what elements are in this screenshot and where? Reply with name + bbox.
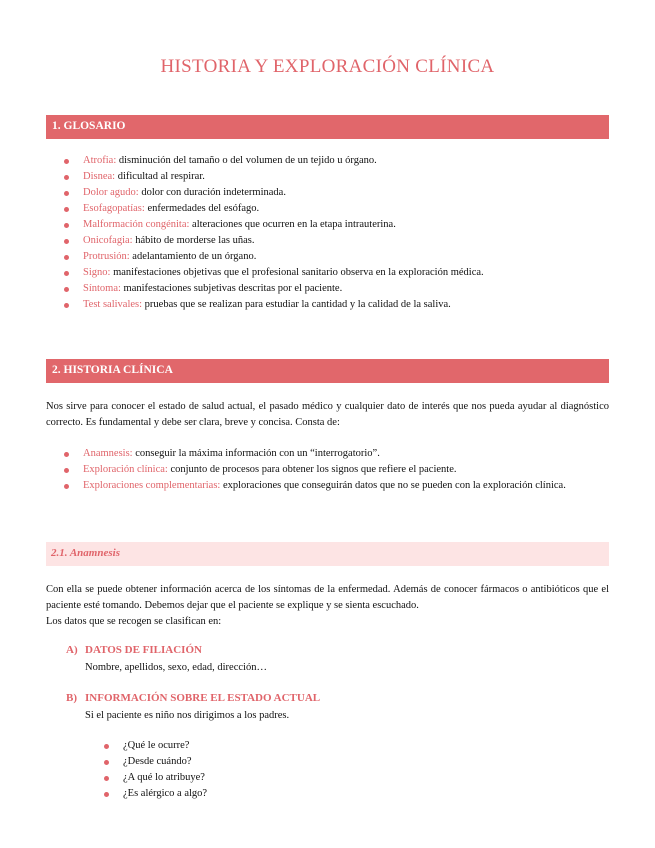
list-item: ¿A qué lo atribuye?: [104, 770, 404, 786]
bullet-icon: [64, 484, 69, 489]
bullet-icon: [64, 468, 69, 473]
page-title: HISTORIA Y EXPLORACIÓN CLÍNICA: [160, 56, 495, 77]
bullet-icon: [64, 239, 69, 244]
section-heading-historia-clinica: 2. HISTORIA CLÍNICA: [46, 359, 609, 383]
datos-filiacion-text: Nombre, apellidos, sexo, edad, dirección…: [85, 662, 267, 673]
bullet-icon: [64, 207, 69, 212]
bullet-icon: [64, 452, 69, 457]
bullet-icon: [104, 776, 109, 781]
bullet-icon: [104, 744, 109, 749]
bullet-icon: [64, 271, 69, 276]
section-heading-glosario: 1. GLOSARIO: [46, 115, 609, 139]
bullet-icon: [64, 303, 69, 308]
list-item: Disnea: dificultad al respirar.: [64, 169, 609, 185]
list-item: Exploraciones complementarias: exploraciones que conseguirán datos que no se pueden con la exploración clínica.: [64, 478, 609, 494]
heading-datos-filiacion: A) DATOS DE FILIACIÓN: [66, 644, 202, 656]
bullet-icon: [64, 159, 69, 164]
list-item: ¿Qué le ocurre?: [104, 738, 404, 754]
classification-paragraph: Los datos que se recogen se clasifican en:: [46, 616, 222, 627]
list-item: ¿Es alérgico a algo?: [104, 786, 404, 802]
bullet-icon: [64, 175, 69, 180]
list-item: Síntoma: manifestaciones subjetivas descritas por el paciente.: [64, 281, 609, 297]
subsection-heading-anamnesis: 2.1. Anamnesis: [46, 542, 609, 566]
historia-list: [64, 446, 609, 494]
list-item: Esofagopatías: enfermedades del esófago.: [64, 201, 609, 217]
bullet-icon: [104, 760, 109, 765]
list-item: Signo: manifestaciones objetivas que el profesional sanitario observa en la exploración médica.: [64, 265, 609, 281]
list-item: Dolor agudo: dolor con duración indeterminada.: [64, 185, 609, 201]
list-item: Atrofia: disminución del tamaño o del volumen de un tejido u órgano.: [64, 153, 609, 169]
anamnesis-paragraph: Con ella se puede obtener información acerca de los síntomas de la enfermedad. Además de conocer fármacos o antibióticos que el paciente esté tomando. Debemos dejar que el paciente se explique y se sienta escuchado.: [46, 584, 609, 611]
list-item: ¿Desde cuándo?: [104, 754, 404, 770]
bullet-icon: [64, 255, 69, 260]
list-item: Test salivales: pruebas que se realizan para estudiar la cantidad y la calidad de la saliva.: [64, 297, 609, 313]
list-item: Malformación congénita: alteraciones que ocurren en la etapa intrauterina.: [64, 217, 609, 233]
bullet-icon: [64, 287, 69, 292]
estado-actual-text: Si el paciente es niño nos dirigimos a los padres.: [85, 710, 290, 721]
heading-estado-actual: B) INFORMACIÓN SOBRE EL ESTADO ACTUAL: [66, 692, 321, 704]
list-item: Onicofagia: hábito de morderse las uñas.: [64, 233, 609, 249]
bullet-icon: [64, 191, 69, 196]
list-item: Anamnesis: conseguir la máxima información con un “interrogatorio”.: [64, 446, 609, 462]
intro-paragraph: Nos sirve para conocer el estado de salud actual, el pasado médico y cualquier dato de interés que nos pueda ayudar al diagnóstico correcto. Es fundamental y debe ser clara, breve y concisa. Consta de:: [46, 401, 609, 428]
glossary-list: [64, 153, 609, 313]
list-item: Protrusión: adelantamiento de un órgano.: [64, 249, 609, 265]
bullet-icon: [64, 223, 69, 228]
list-item: Exploración clínica: conjunto de procesos para obtener los signos que refiere el paciente.: [64, 462, 609, 478]
questions-list: [104, 738, 404, 802]
bullet-icon: [104, 792, 109, 797]
